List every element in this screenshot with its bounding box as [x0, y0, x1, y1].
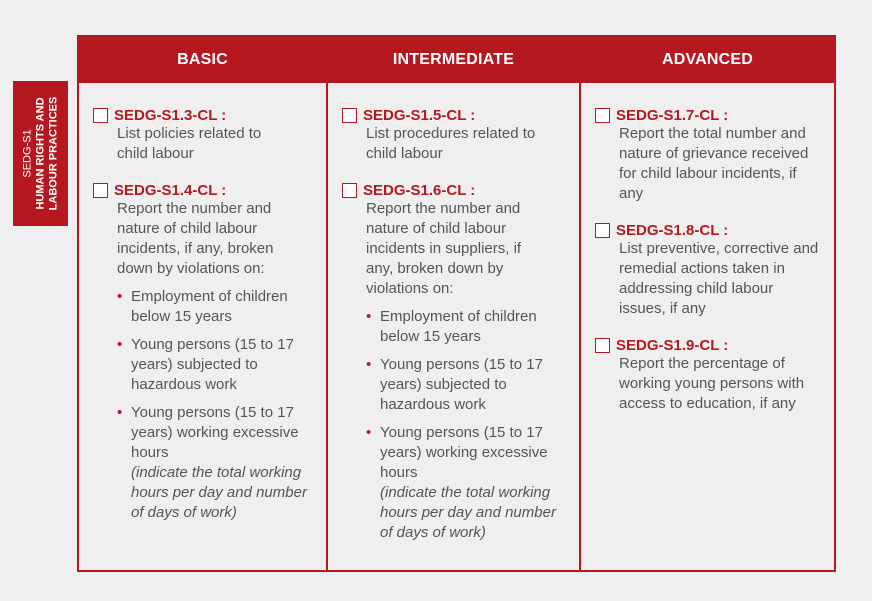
bullet-icon: • [117, 404, 123, 421]
list-item [366, 355, 556, 415]
section-title-line-1: HUMAN RIGHTS AND [34, 97, 47, 210]
column-basic [77, 35, 328, 572]
list-item-note: (indicate the total working hours per day and number of days of work) [380, 484, 556, 541]
column-intermediate [328, 35, 581, 572]
list-item [117, 335, 307, 395]
checkbox[interactable] [342, 108, 357, 123]
bullet-icon: • [117, 336, 123, 353]
list-item-text: Young persons (15 to 17 years) working excessive hours [131, 404, 299, 461]
checkbox[interactable] [595, 108, 610, 123]
column-body [328, 83, 579, 543]
disclosure-code: SEDG-S1.7-CL : [616, 107, 729, 124]
bullet-icon: • [366, 308, 372, 325]
disclosure-item [342, 182, 579, 543]
disclosure-code: SEDG-S1.4-CL : [114, 182, 227, 199]
column-header: BASIC [79, 37, 326, 83]
bullet-icon: • [117, 288, 123, 305]
disclosure-item [595, 337, 834, 414]
checkbox[interactable] [93, 108, 108, 123]
disclosure-description: Report the percentage of working young persons with access to education, if any [619, 355, 805, 412]
disclosure-description: Report the total number and nature of grievance received for child labour incidents, if any [619, 125, 809, 202]
column-header: INTERMEDIATE [328, 37, 579, 83]
disclosure-description: List policies related to child labour [117, 125, 262, 162]
disclosure-code: SEDG-S1.3-CL : [114, 107, 227, 124]
list-item-text: Young persons (15 to 17 years) subjected to hazardous work [380, 356, 543, 413]
column-header: ADVANCED [581, 37, 834, 83]
disclosure-item [93, 107, 326, 164]
checkbox[interactable] [93, 183, 108, 198]
checkbox[interactable] [595, 338, 610, 353]
disclosure-description: Report the number and nature of child labour incidents in suppliers, if any, broken down by violations on: [366, 200, 522, 297]
disclosure-item [595, 222, 834, 319]
disclosure-description: Report the number and nature of child labour incidents, if any, broken down by violations on: [117, 200, 274, 277]
disclosure-item [342, 107, 579, 164]
column-advanced [581, 35, 836, 572]
side-tab-text [21, 97, 60, 211]
violation-list [342, 307, 556, 543]
disclosure-code: SEDG-S1.5-CL : [363, 107, 476, 124]
list-item-text: Employment of children below 15 years [131, 288, 288, 325]
list-item [117, 287, 307, 327]
checkbox[interactable] [595, 223, 610, 238]
disclosure-table [77, 35, 836, 572]
disclosure-item [595, 107, 834, 204]
disclosure-code: SEDG-S1.6-CL : [363, 182, 476, 199]
section-title-line-2: LABOUR PRACTICES [47, 96, 60, 211]
disclosure-code: SEDG-S1.8-CL : [616, 222, 729, 239]
violation-list [93, 287, 307, 523]
checkbox[interactable] [342, 183, 357, 198]
list-item-note: (indicate the total working hours per day and number of days of work) [131, 464, 307, 521]
bullet-icon: • [366, 356, 372, 373]
bullet-icon: • [366, 424, 372, 441]
disclosure-description: List preventive, corrective and remedial actions taken in addressing child labour issues, if any [619, 240, 819, 317]
disclosure-item [93, 182, 326, 523]
list-item-text: Young persons (15 to 17 years) subjected to hazardous work [131, 336, 294, 393]
list-item-text: Young persons (15 to 17 years) working excessive hours [380, 424, 548, 481]
list-item [366, 423, 556, 543]
list-item [117, 403, 307, 523]
disclosure-code: SEDG-S1.9-CL : [616, 337, 729, 354]
disclosure-description: List procedures related to child labour [366, 125, 536, 162]
section-side-tab [13, 81, 68, 226]
list-item-text: Employment of children below 15 years [380, 308, 537, 345]
column-body [581, 83, 834, 414]
section-code: SEDG-S1 [21, 129, 34, 178]
column-body [79, 83, 326, 523]
list-item [366, 307, 556, 347]
